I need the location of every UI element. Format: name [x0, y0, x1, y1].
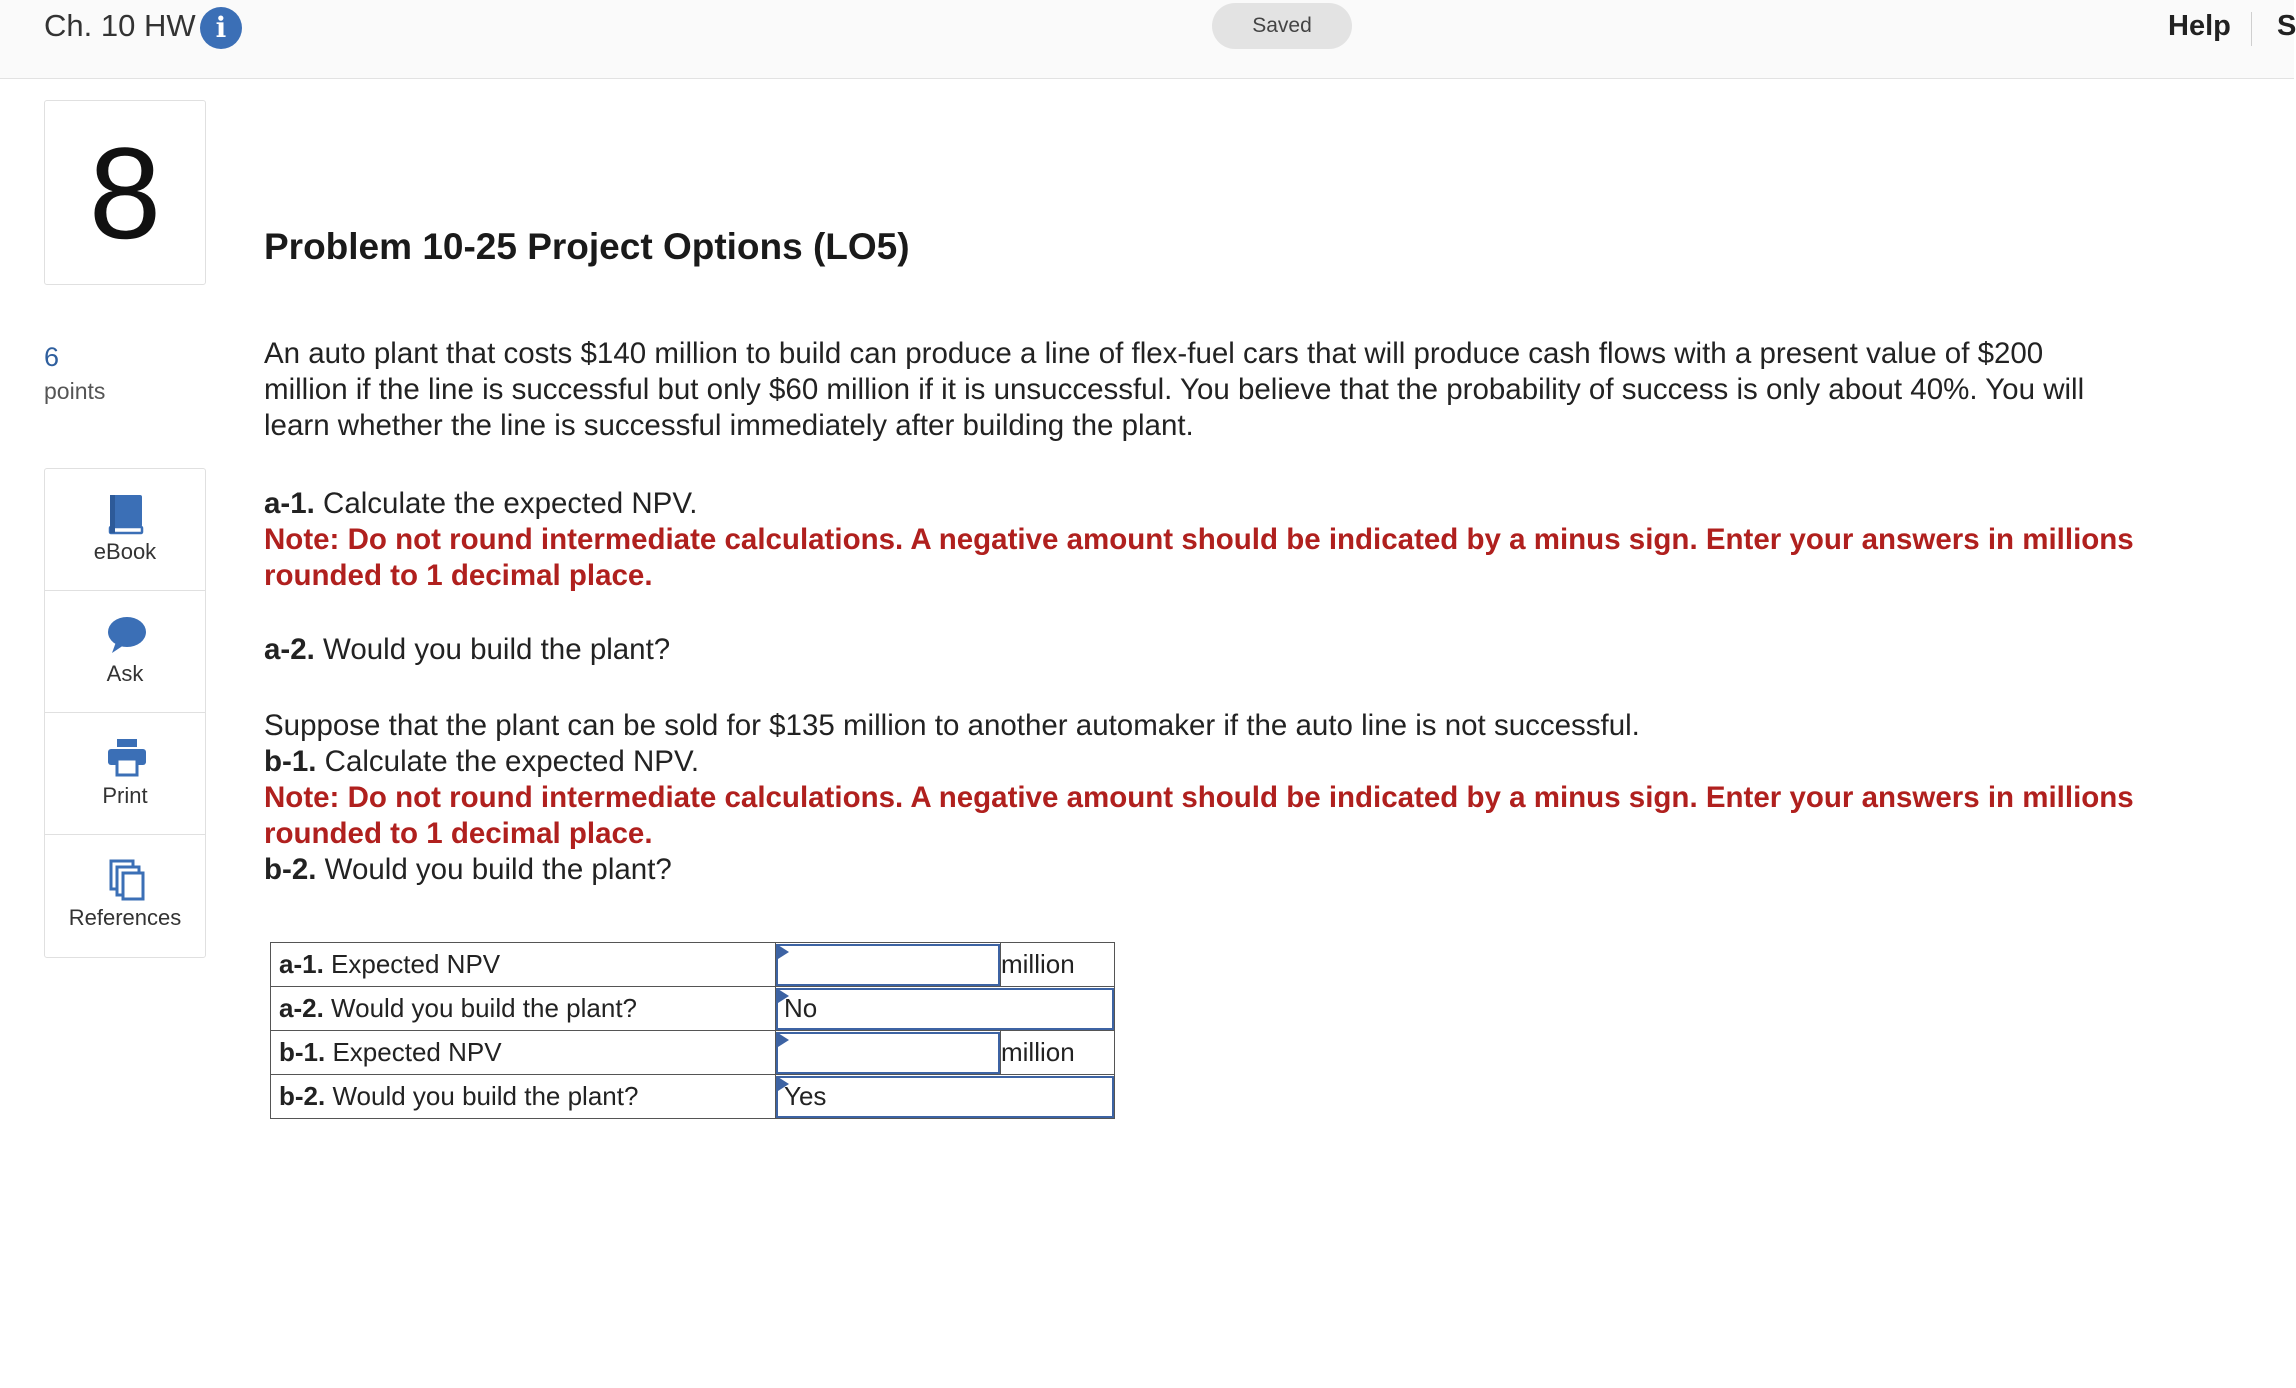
references-button[interactable] — [45, 835, 205, 957]
references-label: References — [68, 905, 182, 930]
documents-icon — [107, 859, 147, 901]
saved-status-badge: Saved — [1212, 3, 1352, 49]
points-value: 6 — [44, 342, 60, 372]
part-b — [264, 708, 2134, 888]
answer-label — [271, 1075, 776, 1119]
problem-title: Problem 10-25 Project Options (LO5) — [264, 226, 910, 267]
header-divider — [2251, 12, 2252, 46]
truncated-header-link[interactable]: S — [2277, 10, 2296, 42]
help-link[interactable]: Help — [2168, 10, 2231, 42]
flag-icon — [778, 1033, 789, 1047]
b-intro: Suppose that the plant can be sold for $135 million to another automaker if the auto line is not successful. — [264, 709, 1640, 742]
points-label: points — [44, 378, 106, 404]
ebook-button[interactable] — [45, 469, 205, 591]
ask-button[interactable] — [45, 591, 205, 713]
answer-label-text: Would you build the plant? — [332, 1081, 639, 1111]
table-row — [271, 987, 1115, 1031]
b1-note: Note: Do not round intermediate calculations. A negative amount should be indicated by a minus sign. Enter your answers in millions rounded to 1 decimal place. — [264, 781, 2134, 850]
a2-prefix: a-2. — [264, 633, 315, 666]
a2-build-select[interactable] — [776, 988, 1114, 1030]
flag-icon — [778, 989, 789, 1003]
a1-note: Note: Do not round intermediate calculations. A negative amount should be indicated by a minus sign. Enter your answers in millions rounded to 1 decimal place. — [264, 523, 2134, 592]
answer-prefix: a-2. — [279, 993, 324, 1023]
a2-text: Would you build the plant? — [323, 633, 671, 666]
problem-intro: An auto plant that costs $140 million to build can produce a line of flex-fuel cars that will produce cash flows with a present value of $200 million if the line is successful but only $60 million if it is unsuccessful. You believe that the probability of success is only about 40%. You will learn whether the line is successful immediately after building the plant. — [264, 337, 2085, 442]
print-label: Print — [102, 783, 148, 808]
answer-label — [271, 987, 776, 1031]
table-row — [271, 943, 1115, 987]
answer-label — [271, 1031, 776, 1075]
table-row — [271, 1075, 1115, 1119]
ask-label: Ask — [106, 661, 144, 686]
answer-input-cell — [776, 987, 1115, 1031]
answer-input-cell — [776, 943, 1001, 987]
part-a1 — [264, 486, 2134, 594]
speech-bubble-icon — [107, 615, 147, 655]
a1-prefix: a-1. — [264, 487, 315, 520]
flag-icon — [778, 945, 789, 959]
answer-label-text: Would you build the plant? — [331, 993, 638, 1023]
answer-label-text: Expected NPV — [332, 1037, 502, 1067]
question-number: 8 — [44, 100, 206, 285]
b2-text: Would you build the plant? — [324, 853, 672, 886]
assignment-title: Ch. 10 HW — [44, 8, 196, 43]
answer-table — [270, 942, 1115, 1119]
ebook-label: eBook — [93, 539, 157, 564]
part-a2 — [264, 632, 2134, 668]
b1-npv-input[interactable] — [776, 1032, 1000, 1074]
b1-text: Calculate the expected NPV. — [324, 745, 700, 778]
answer-input-cell — [776, 1075, 1115, 1119]
unit-label: million — [1001, 943, 1115, 987]
answer-prefix: a-1. — [279, 949, 324, 979]
answer-label — [271, 943, 776, 987]
b2-prefix: b-2. — [264, 853, 317, 886]
print-button[interactable] — [45, 713, 205, 835]
answer-prefix: b-1. — [279, 1037, 326, 1067]
printer-icon — [107, 737, 147, 777]
a1-text: Calculate the expected NPV. — [323, 487, 698, 520]
book-icon — [107, 493, 145, 535]
answer-input-cell — [776, 1031, 1001, 1075]
unit-label: million — [1001, 1031, 1115, 1075]
b1-prefix: b-1. — [264, 745, 317, 778]
flag-icon — [778, 1077, 789, 1091]
top-bar — [0, 0, 2294, 79]
a1-npv-input[interactable] — [776, 944, 1000, 986]
answer-label-text: Expected NPV — [331, 949, 501, 979]
answer-prefix: b-2. — [279, 1081, 326, 1111]
b2-build-select[interactable] — [776, 1076, 1114, 1118]
table-row — [271, 1031, 1115, 1075]
tools-panel — [44, 468, 206, 958]
info-icon[interactable]: i — [200, 7, 242, 49]
